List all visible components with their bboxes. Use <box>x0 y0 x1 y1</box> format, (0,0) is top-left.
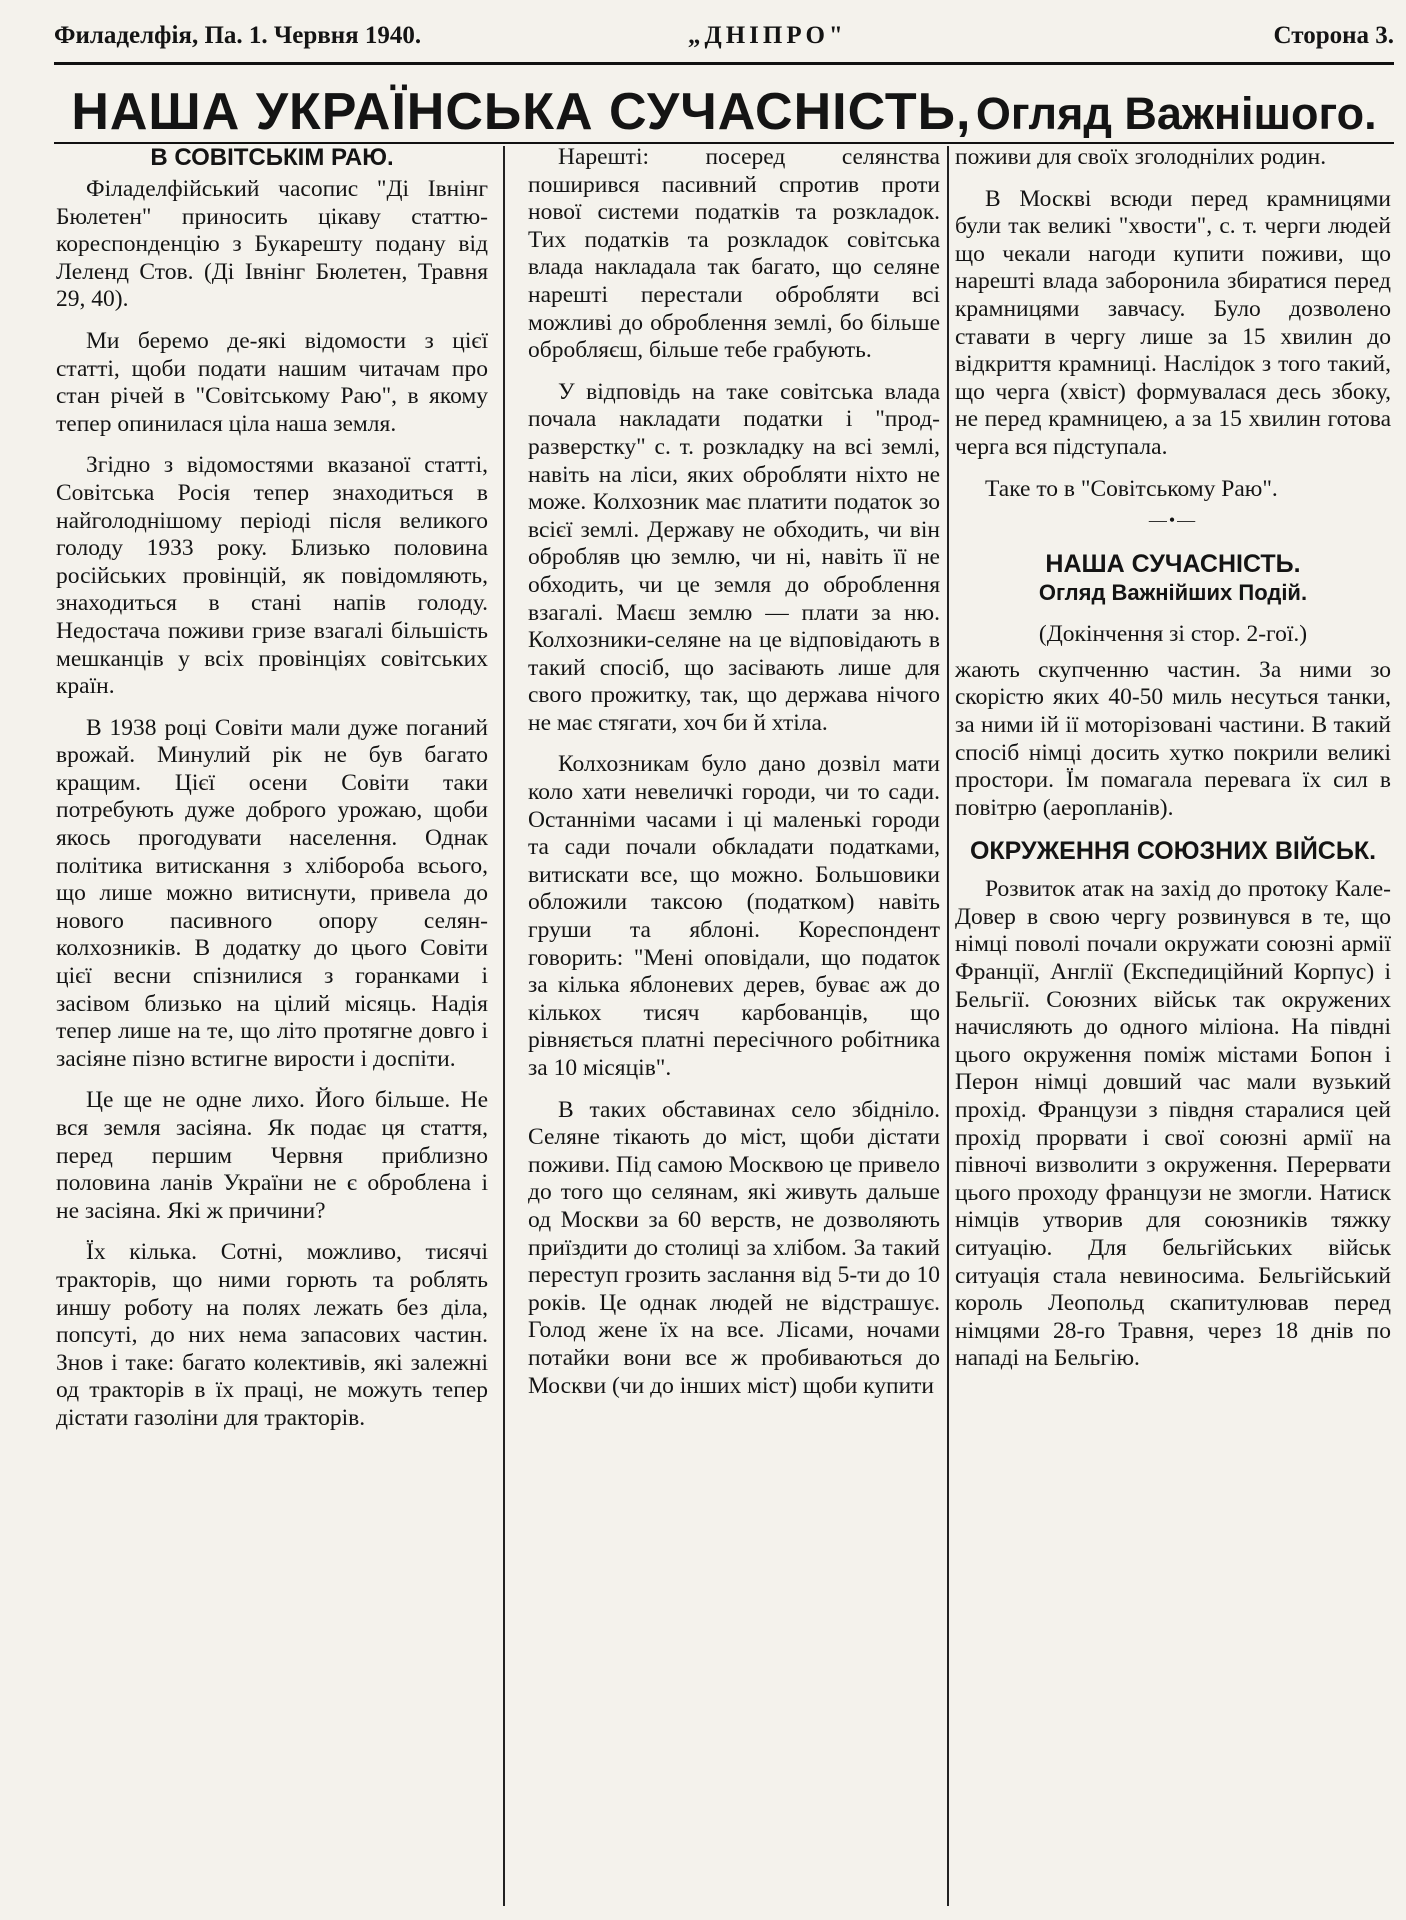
column-divider <box>947 146 949 1906</box>
newspaper-name: „ДНІПРО" <box>688 22 847 49</box>
article-paragraph: Філаделфійський часопис "Ді Івнінг Бюлетен" приносить цікаву статтю-кореспонденцію з Букарешту подану від Леленд Стов. (Ді Івнінг Бюлетен, Травня 29, 40). <box>56 176 488 313</box>
article-paragraph: Розвиток атак на захід до протоку Кале-Довер в свою чергу розвинувся в те, що німці поволі почали окружати союзні армії Франції, Англії (Експедиційний Корпус) і Бельгії. Союзних військ так окружених начисляють до одного міліона. На півдні цього окруження поміж містами Бопон і Перон німці довший час мали вузький прохід. Французи з півдня старалися цей прохід прорвати і свої союзні армії на півночі визволити з окруження. Перервати цього проходу французи не змогли. Натиск німців утворив для союзників тяжку ситуацію. Для бельгійських військ ситуація стала невиносима. Бельгійський король Леопольд скапитулював перед німцями 28-го Травня, через 18 днів по нападі на Бельгію. <box>955 876 1391 1372</box>
article-paragraph: В таких обставинах село збідніло. Селяне тікають до міст, щоби дістати поживи. Під самою Москвою це привело до того що селянам, які живуть дальше од Москви за 60 верств, не дозволяють приїздити до столиці за хлібом. За такий переступ грозить заслання від 5-ти до 10 років. Це однак людей не відстрашує. Голод жене їх на все. Лісами, ночами потайки вони все ж пробиваються до Москви (чи до інших міст) щоби купити <box>528 1096 940 1399</box>
header-date: Филаделфія, Па. 1. Червня 1940. <box>54 22 422 49</box>
article-paragraph: Згідно з відомостями вказаної статті, Совітська Росія тепер знаходиться в найголоднішому періоді після великого голоду 1933 року. Близько половина російських провінцій, як повідомляють, знаходиться в стані напів голоду. Недостача поживи гризе взагалі більшість мешканців у всіх провінціях совітських країн. <box>56 452 488 700</box>
article-paragraph: поживи для своїх зголоднілих родин. <box>955 144 1327 170</box>
article-paragraph: Ми беремо де-які відомости з цієї статті, щоби подати нашим читачам про стан річей в "Совітському Раю", в якому тепер опинилася ціла наша земля. <box>56 327 488 437</box>
article-title: НАША СУЧАСНІСТЬ. <box>1045 550 1301 579</box>
article-paragraph: В Москві всюди перед крамницями були так великі "хвости", с. т. черги людей що чекали нагоди купити поживи, що нарешті влада заборонила збиратися перед крамницями завчасу. Було дозволено ставати в чергу лише за 15 хвилин до відкриття крамниці. Наслідок з того такий, що черга (хвіст) формувалася десь збоку, не перед крамницею, а за 15 хвилин готова черга вся підступала. <box>955 185 1391 460</box>
column-1 <box>56 144 488 1447</box>
column-2 <box>528 144 940 1414</box>
banner-title: НАША УКРАЇНСЬКА СУЧАСНІСТЬ, <box>71 83 972 141</box>
article-paragraph: Таке то в "Совітському Раю". <box>985 475 1278 502</box>
article-paragraph: Колхозникам було дано дозвіл мати коло хати невеличкі городи, чи то сади. Останніми часами і ці маленькі городи та сади почали обкладати податками, витискати все, що можно. Большовики обложили таксою (податком) навіть груши та яблоні. Кореспондент говорить: "Мені оповідали, що податок за кілька яблоневих дерев, буває аж до кількох тисяч карбованців, що рівняється платні пересічного робітника за 10 місяців". <box>528 751 940 1081</box>
page-banner <box>54 82 1394 142</box>
article-paragraph: жають скупченню частин. За ними зо скорістю яких 40-50 миль несуться танки, за ними ій ії моторізовані частини. В такий спосіб німці досить хутко покрили великі простори. Їм помагала перевага їх сил в повітрю (аеропланів). <box>955 656 1391 821</box>
article-title: В СОВІТСЬКІМ РАЮ. <box>150 144 394 171</box>
article-paragraph: Їх кілька. Сотні, можливо, тисячі тракторів, що ними горють та роблять иншу роботу на полях лежать без діла, попсуті, до них нема запасових частин. Знов і таке: багато колективів, які залежні од тракторів в їх праці, не можуть тепер дістати газоліни для тракторів. <box>56 1239 488 1431</box>
section-ornament: —•— <box>1148 510 1198 531</box>
continuation-note: (Докінчення зі стор. 2-гої.) <box>1038 621 1308 648</box>
article-paragraph: Нарешті: посеред селянства поширився пасивний спротив проти нової системи податків та розкладок. Тих податків та розкладок совітська влада накладала так багато, що селяне нарешті перестали обробляти всі можливі до оброблення землі, бо більше обробляєш, більше тебе грабують. <box>528 144 940 364</box>
article-paragraph: Це ще не одне лихо. Його більше. Не вся земля засіяна. Як подає ця стаття, перед першим Червня приблизно половина ланів України не є оброблена і не засіяна. Які ж причини? <box>56 1087 488 1224</box>
article-paragraph: У відповідь на таке совітська влада почала накладати податки і "прод-разверстку" с. т. розкладку на всі землі, навіть на ліси, яких обробляти ніхто не може. Колхозник має платити податок зо всієї землі. Державу не обходить, чи він обробляв цю землю, чи ні, навіть її не обходить, чи це земля до оброблення взагалі. Маєш землю — плати за ню. Колхозники-селяне на це відповідають в такий спосіб, що засівають лише для свого прожитку, так, що держава нічого не має стягати, хоч би й хтіла. <box>528 378 940 736</box>
running-header <box>54 22 1394 56</box>
column-3 <box>955 144 1391 1387</box>
page-number: Сторона 3. <box>1273 22 1394 49</box>
section-title: ОКРУЖЕННЯ СОЮЗНИХ ВІЙСЬК. <box>969 837 1377 866</box>
banner-subtitle: Огляд Важнішого. <box>975 88 1377 139</box>
article-paragraph: В 1938 році Совіти мали дуже поганий врожай. Минулий рік не був багато кращим. Цієї осени Совіти таки потребують дуже доброго урожаю, щоби якось прогодувати населення. Однак політика витискання з хлібороба всього, що лише можно витиснути, привела до нового пасивного опору селян-колхозників. В додатку до цього Совіти цієї весни спізнилися з горанками і засівом близько на цілий місяць. Надія тепер лише на те, що літо протягне довго і засіяне пізно встигне вирости і доспіти. <box>56 714 488 1072</box>
column-divider <box>503 146 505 1906</box>
article-subtitle: Огляд Важнійших Подій. <box>1038 580 1308 606</box>
header-rule <box>54 62 1394 65</box>
